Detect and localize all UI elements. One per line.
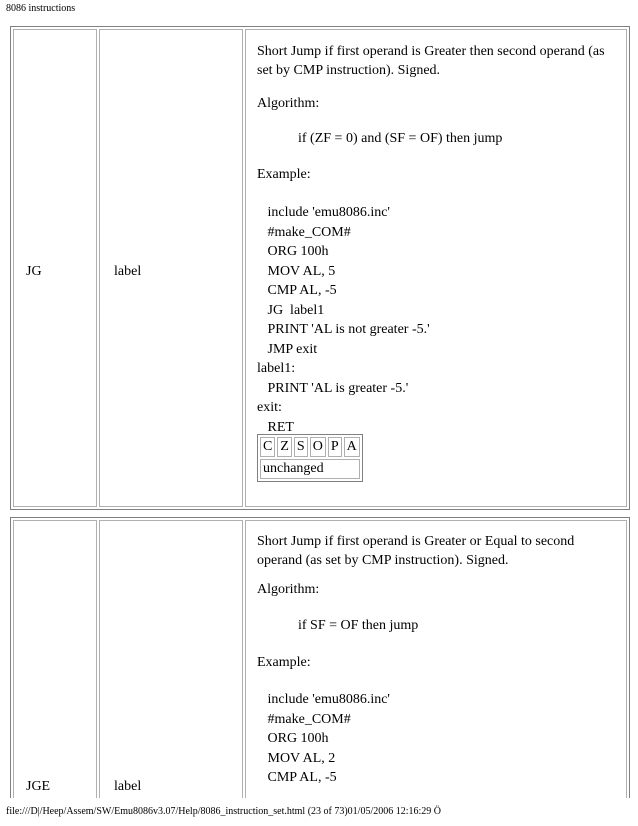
flags-state-row xyxy=(260,459,360,479)
flags-table xyxy=(257,434,363,482)
example-code: include 'emu8086.inc' #make_COM# ORG 100h MOV AL, 5 CMP AL, -5 JG label1 PRINT 'AL is not greater -5.' JMP exit label1: PRINT 'AL is greater -5.' exit: RET xyxy=(257,205,430,435)
flags-state: unchanged xyxy=(260,459,360,479)
example-code: include 'emu8086.inc' #make_COM# ORG 100h MOV AL, 2 CMP AL, -5 xyxy=(267,692,390,785)
instruction-mnemonic: JG xyxy=(26,264,42,279)
algorithm-text: if (ZF = 0) and (SF = OF) then jump xyxy=(298,131,503,146)
algorithm-label: Algorithm: xyxy=(257,582,320,597)
page-footer: file:///D|/Heep/Assem/SW/Emu8086v3.07/Help/8086_instruction_set.html (23 of 73)01/05/2006 12:16:29 Ö xyxy=(6,806,442,817)
flag-a: A xyxy=(344,437,360,457)
operand-cell xyxy=(99,29,243,507)
instruction-operand: label xyxy=(114,779,142,794)
algorithm-text: if SF = OF then jump xyxy=(298,618,419,633)
example-label: Example: xyxy=(257,167,311,182)
instruction-description: Short Jump if first operand is Greater then second operand (as set by CMP instruction). Signed. xyxy=(257,44,605,78)
table-row-jg xyxy=(10,26,630,510)
algorithm-label: Algorithm: xyxy=(257,96,320,111)
example-label: Example: xyxy=(257,655,311,670)
flag-c: C xyxy=(260,437,275,457)
mnemonic-cell xyxy=(13,29,97,507)
flag-o: O xyxy=(310,437,326,457)
instruction-description: Short Jump if first operand is Greater or Equal to second operand (as set by CMP instruction). Signed. xyxy=(257,534,575,568)
operand-cell xyxy=(99,520,243,798)
description-cell xyxy=(245,520,627,798)
flag-s: S xyxy=(294,437,308,457)
instruction-table xyxy=(10,26,630,798)
description-cell xyxy=(245,29,627,507)
flag-p: P xyxy=(328,437,342,457)
table-row-jge xyxy=(10,517,630,798)
page-header: 8086 instructions xyxy=(6,3,76,14)
instruction-operand: label xyxy=(114,264,142,279)
flags-header-row xyxy=(260,437,360,457)
mnemonic-cell xyxy=(13,520,97,798)
instruction-mnemonic: JGE xyxy=(26,779,51,794)
flag-z: Z xyxy=(277,437,292,457)
